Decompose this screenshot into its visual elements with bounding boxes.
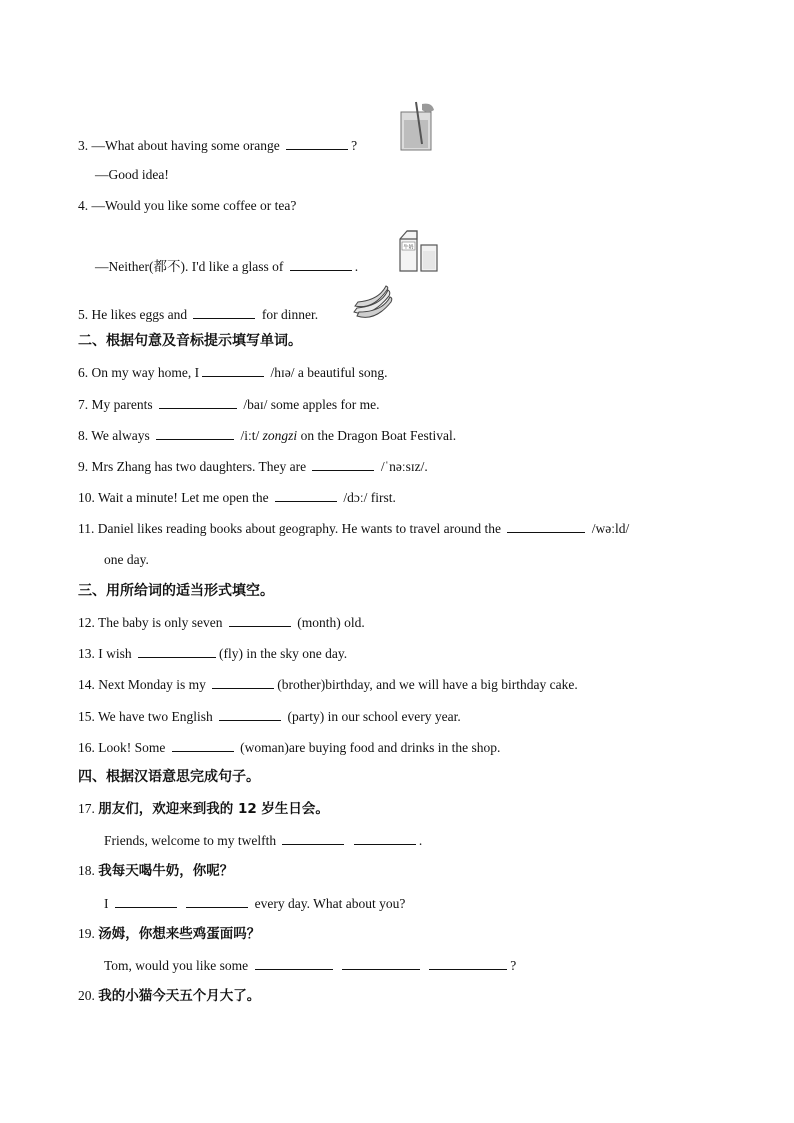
question-8: 8. We always /iːt/ zongzi on the Dragon Boat Festival. — [78, 428, 457, 443]
answer-blank[interactable] — [193, 305, 255, 319]
answer-blank[interactable] — [286, 136, 348, 150]
milk-carton-icon — [397, 229, 441, 273]
question-13: 13. I wish (fly) in the sky one day. — [78, 646, 348, 661]
svg-text:牛奶: 牛奶 — [403, 244, 414, 251]
question-11-continued: one day. — [104, 552, 149, 567]
question-3-response: —Good idea! — [95, 167, 169, 182]
answer-blank[interactable] — [186, 894, 248, 908]
answer-blank[interactable] — [290, 257, 352, 271]
question-20: 20. 我的小猫今天五个月大了。 — [78, 988, 261, 1004]
question-11: 11. Daniel likes reading books about geography. He wants to travel around the /wəːld/ — [78, 521, 630, 536]
question-19-sentence: Tom, would you like some ? — [104, 958, 517, 973]
answer-blank[interactable] — [342, 956, 420, 970]
answer-blank[interactable] — [282, 831, 344, 845]
answer-blank[interactable] — [354, 831, 416, 845]
question-17: 17. 朋友们，欢迎来到我的 12 岁生日会。 — [78, 801, 329, 817]
section-2-heading: 二、根据句意及音标提示填写单词。 — [78, 333, 302, 349]
question-12: 12. The baby is only seven (month) old. — [78, 615, 365, 630]
answer-blank[interactable] — [229, 613, 291, 627]
banana-icon — [351, 284, 395, 322]
question-10: 10. Wait a minute! Let me open the /dɔː/ first. — [78, 490, 396, 505]
question-17-sentence: Friends, welcome to my twelfth . — [104, 833, 423, 848]
section-3-heading: 三、用所给词的适当形式填空。 — [78, 583, 274, 599]
answer-blank[interactable] — [275, 488, 337, 502]
answer-blank[interactable] — [115, 894, 177, 908]
question-6: 6. On my way home, I /hɪə/ a beautiful song. — [78, 365, 388, 380]
question-4: 4. —Would you like some coffee or tea? — [78, 198, 297, 213]
answer-blank[interactable] — [159, 395, 237, 409]
answer-blank[interactable] — [138, 644, 216, 658]
juice-glass-icon — [398, 100, 440, 152]
answer-blank[interactable] — [507, 519, 585, 533]
question-14: 14. Next Monday is my (brother)birthday, and we will have a big birthday cake. — [78, 677, 578, 692]
question-18: 18. 我每天喝牛奶，你呢？ — [78, 863, 234, 879]
answer-blank[interactable] — [156, 426, 234, 440]
question-9: 9. Mrs Zhang has two daughters. They are /ˈnəːsɪz/. — [78, 459, 428, 474]
question-19: 19. 汤姆，你想来些鸡蛋面吗？ — [78, 926, 261, 942]
answer-blank[interactable] — [255, 956, 333, 970]
question-7: 7. My parents /baɪ/ some apples for me. — [78, 397, 380, 412]
answer-blank[interactable] — [219, 707, 281, 721]
question-18-sentence: I every day. What about you? — [104, 896, 406, 911]
question-5: 5. He likes eggs and for dinner. — [78, 307, 319, 322]
answer-blank[interactable] — [312, 457, 374, 471]
question-4-response: —Neither(都不). I'd like a glass of . — [95, 259, 359, 275]
question-3: 3. —What about having some orange ? — [78, 138, 358, 153]
answer-blank[interactable] — [429, 956, 507, 970]
section-4-heading: 四、根据汉语意思完成句子。 — [78, 769, 260, 785]
question-16: 16. Look! Some (woman)are buying food and drinks in the shop. — [78, 740, 501, 755]
question-15: 15. We have two English (party) in our school every year. — [78, 709, 461, 724]
answer-blank[interactable] — [172, 738, 234, 752]
answer-blank[interactable] — [202, 363, 264, 377]
answer-blank[interactable] — [212, 675, 274, 689]
